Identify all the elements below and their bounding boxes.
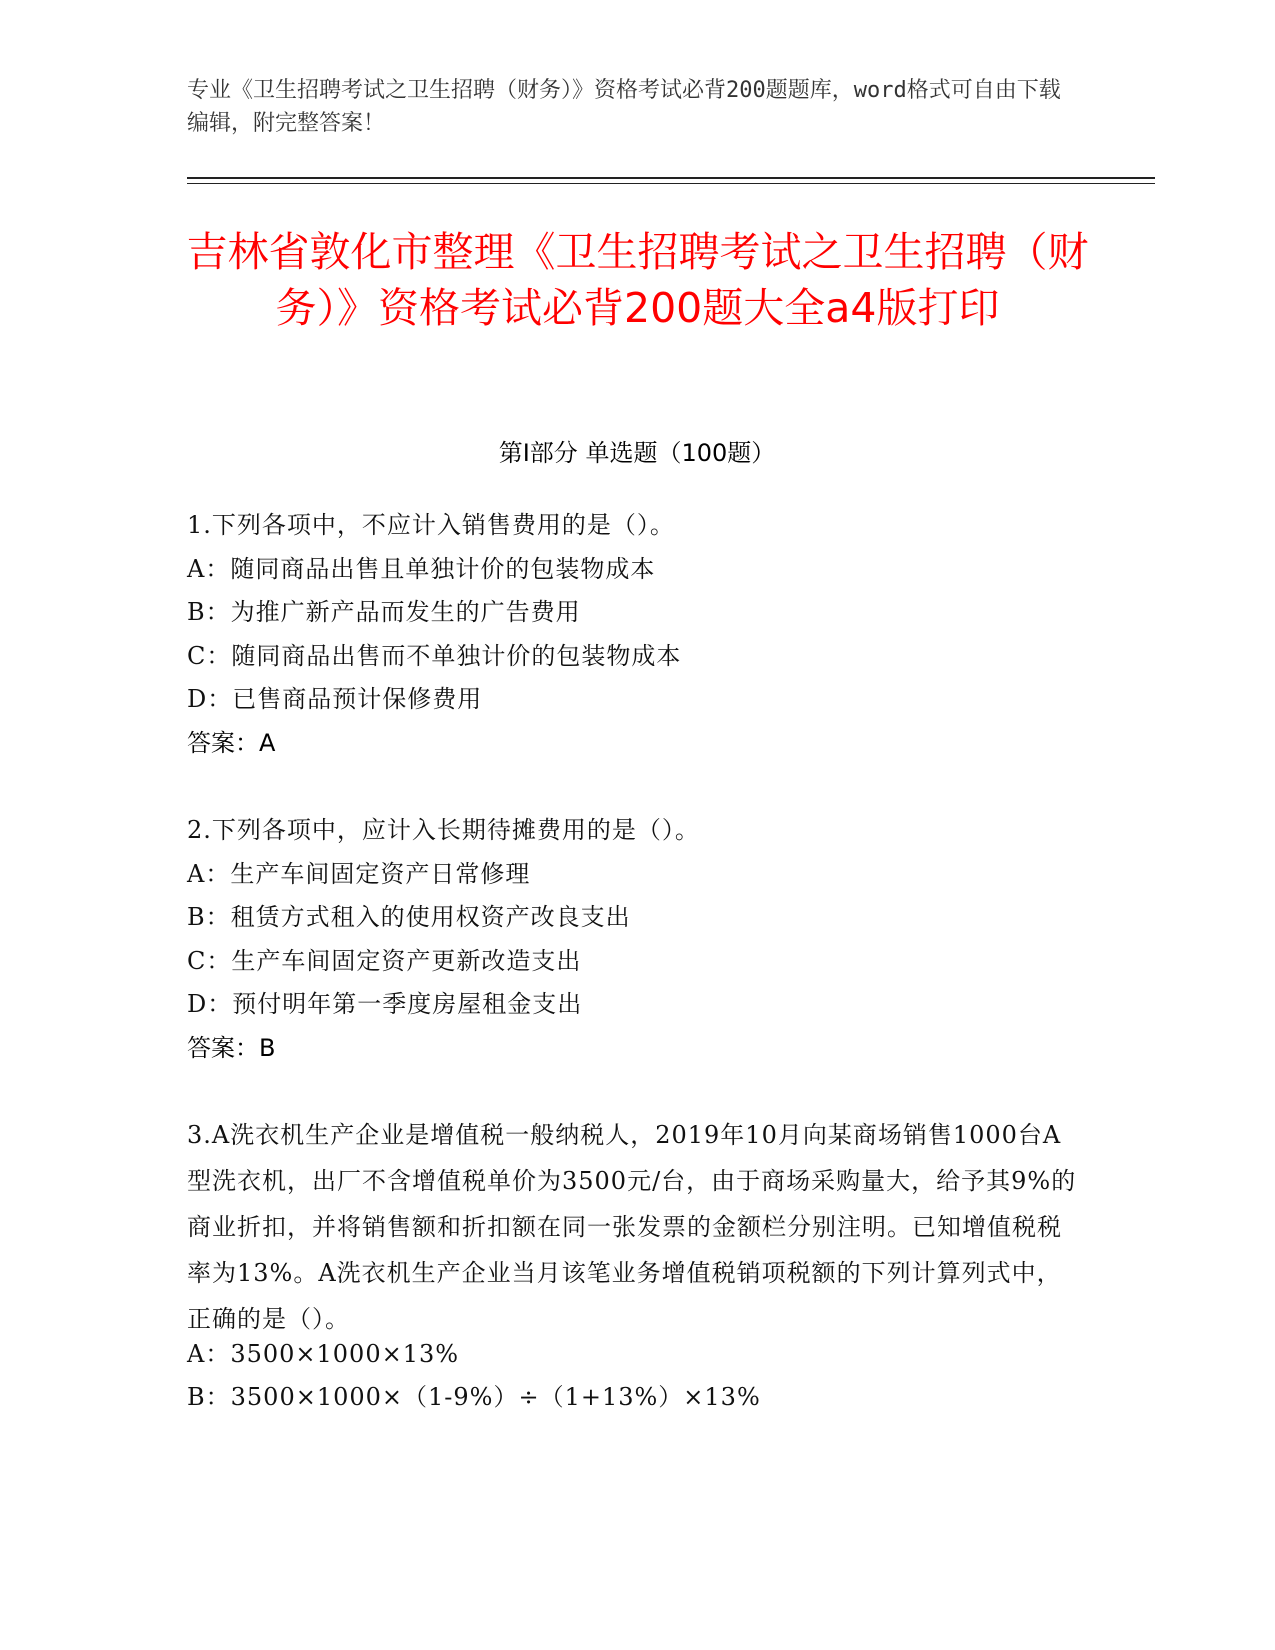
question-option: A：生产车间固定资产日常修理 [187,860,531,888]
section-heading: 第I部分 单选题（100题） [498,439,776,467]
question-stem: 1.下列各项中，不应计入销售费用的是（）。 [187,511,675,539]
header-note: 专业《卫生招聘考试之卫生招聘（财务）》资格考试必背200题题库，word格式可自由下载编辑，附完整答案！ [187,78,1061,136]
question-option: C：生产车间固定资产更新改造支出 [187,947,582,975]
question-option: D：已售商品预计保修费用 [187,685,483,713]
question-stem: 2.下列各项中，应计入长期待摊费用的是（）。 [187,816,700,844]
question-answer: 答案：B [187,1034,276,1062]
question-option: D：预付明年第一季度房屋租金支出 [187,990,583,1018]
question-stem: 3.A洗衣机生产企业是增值税一般纳税人，2019年10月向某商场销售1000台A型洗衣机，出厂不含增值税单价为3500元/台，由于商场采购量大，给予其9%的商业折扣，并将销售额和折扣额在同一张发票的金额栏分别注明。已知增值税税率为13%。A洗衣机生产企业当月该笔业务增值税销项税额的下列计算列式中，正确的是（）。 [187,1121,1077,1333]
header-divider-thin [187,183,1155,184]
question-option: C：随同商品出售而不单独计价的包装物成本 [187,642,682,670]
question-option: A：随同商品出售且单独计价的包装物成本 [187,555,656,583]
question-option: B：为推广新产品而发生的广告费用 [187,598,581,626]
question-option: B：3500×1000×（1-9%）÷（1+13%）×13% [187,1383,761,1411]
question-option: A：3500×1000×13% [187,1340,460,1368]
question-answer: 答案：A [187,729,276,757]
question-option: B：租赁方式租入的使用权资产改良支出 [187,903,631,931]
document-title: 吉林省敦化市整理《卫生招聘考试之卫生招聘（财务）》资格考试必背200题大全a4版打印 [186,228,1089,332]
header-divider [187,177,1155,179]
